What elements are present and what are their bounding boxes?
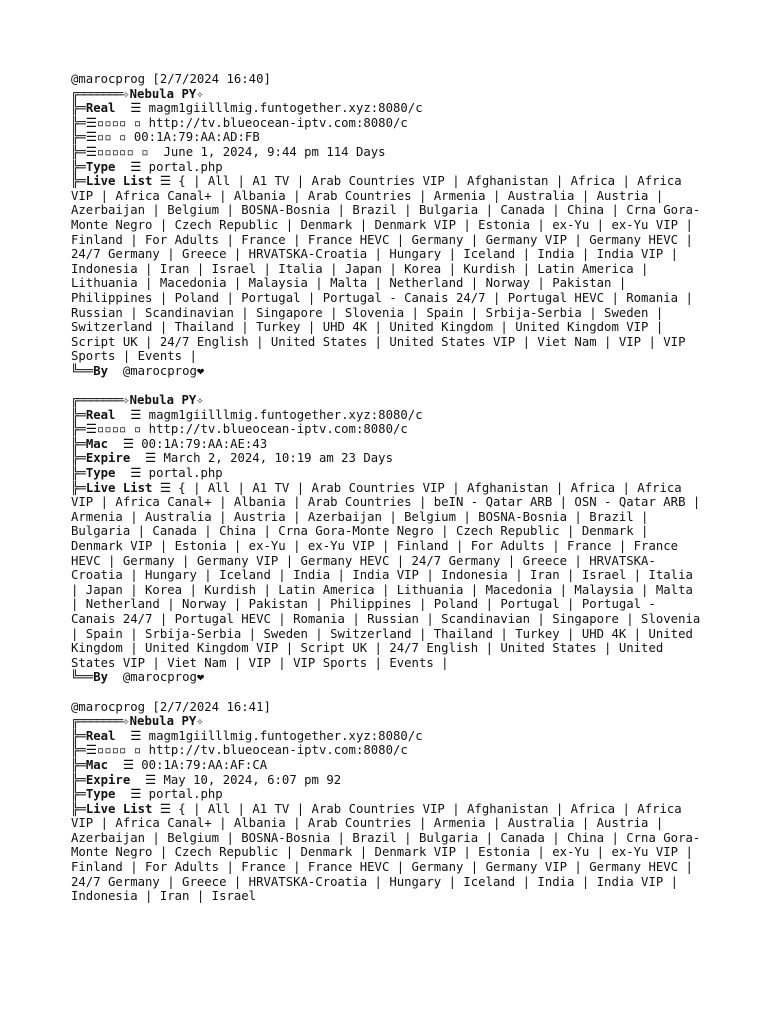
footer-row xyxy=(71,670,703,685)
field-value: June 1, 2024, 9:44 pm 114 Days xyxy=(163,144,386,159)
field-row xyxy=(71,451,703,466)
message-block xyxy=(71,393,703,685)
field-value: magm1giilllmig.funtogether.xyz:8080/c xyxy=(148,101,423,116)
field-label: Expire xyxy=(85,772,131,787)
field-row xyxy=(71,466,703,481)
field-label: Type xyxy=(85,787,116,802)
field-value: portal.php xyxy=(148,159,223,174)
field-label: Expire xyxy=(85,451,131,466)
message-block xyxy=(71,700,703,904)
field-separator xyxy=(141,743,148,757)
field-label: ▫▫▫▫▫ ▫ xyxy=(96,144,149,159)
row-prefix: ╠═ xyxy=(71,757,86,772)
live-list-value: ☰ { | All | A1 TV | Arab Countries VIP | Afghanistan | Africa | Africa VIP | Africa Canal+ | Albania | Arab Countries | Armenia | Australia | Austria | Azerbaijan | Belgium | BOSNA-Bosnia | Brazil | Bulgaria | Canada | China | Crna Gora-Monte Negro | Czech Republic | Denmark | Denmark VIP | Estonia | ex-Yu | ex-Yu VIP | Finland | For Adults | France | France HEVC | Germany | Germany VIP | Germany HEVC | 24/7 Germany | Greece | HRVATSKA-Croatia | Hungary | Iceland | India | India VIP | Indonesia | Iran | Israel | Italia | Japan | Korea | Kurdish | Latin America | Lithuania | Macedonia | Malaysia | Malta | Netherland | Norway | Pakistan | Philippines | Poland | Portugal | Portugal - Canais 24/7 | Portugal HEVC | Romania | Russian | Scandinavian | Singapore | Slovenia | Spain | Srbija-Serbia | Sweden | Switzerland | Thailand | Turkey | UHD 4K | United Kingdom | United Kingdom VIP | Script UK | 24/7 English | United States | United States VIP | Viet Nam | VIP | VIP Sports | Events | xyxy=(71,174,701,364)
live-list-label: Live List xyxy=(85,174,153,189)
row-prefix: ╠═ xyxy=(71,101,86,116)
field-label: ▫▫▫▫ ▫ xyxy=(96,422,142,437)
field-separator: ☰ xyxy=(115,407,149,422)
message-header: @marocprog [2/7/2024 16:41] xyxy=(71,699,271,714)
field-separator xyxy=(141,116,148,130)
field-row xyxy=(71,729,703,744)
field-separator: ☰ xyxy=(115,159,149,174)
field-label: Mac xyxy=(85,436,109,451)
field-value: magm1giilllmig.funtogether.xyz:8080/c xyxy=(148,728,423,743)
row-prefix: ╠═☰ xyxy=(71,144,97,159)
live-list-label: Live List xyxy=(85,480,153,495)
footer-value: @marocprog❤ xyxy=(108,670,205,685)
field-row xyxy=(71,758,703,773)
row-prefix: ╠═ xyxy=(71,480,86,495)
message-header: @marocprog [2/7/2024 16:40] xyxy=(71,72,271,86)
box-rule-top: ╔═══════ xyxy=(71,86,123,101)
title-line xyxy=(71,714,703,729)
field-separator: ☰ xyxy=(115,466,149,481)
footer-label: By xyxy=(93,670,109,685)
row-prefix: ╠═ xyxy=(71,451,86,466)
footer-value: @marocprog❤ xyxy=(108,363,205,378)
box-rule-top: ╔═══════ xyxy=(71,393,123,408)
live-list-value: ☰ { | All | A1 TV | Arab Countries VIP | Afghanistan | Africa | Africa VIP | Africa Canal+ | Albania | Arab Countries | Armenia | Australia | Austria | Azerbaijan | Belgium | BOSNA-Bosnia | Brazil | Bulgaria | Canada | China | Crna Gora-Monte Negro | Czech Republic | Denmark | Denmark VIP | Estonia | ex-Yu | ex-Yu VIP | Finland | For Adults | France | France HEVC | Germany | Germany VIP | Germany HEVC | 24/7 Germany | Greece | HRVATSKA-Croatia | Hungary | Iceland | India | India VIP | Indonesia | Iran | Israel xyxy=(71,801,701,904)
field-label: Real xyxy=(85,101,116,116)
field-value: magm1giilllmig.funtogether.xyz:8080/c xyxy=(148,407,423,422)
row-prefix: ╠═ xyxy=(71,159,86,174)
field-value: http://tv.blueocean-iptv.com:8080/c xyxy=(148,743,408,758)
field-separator: ☰ xyxy=(130,772,164,787)
field-separator: ☰ xyxy=(108,757,142,772)
panel-title: ✧Nebula PY✧ xyxy=(122,86,204,101)
field-label: Type xyxy=(85,159,116,174)
row-prefix: ╠═ xyxy=(71,466,86,481)
field-value: 00:1A:79:AA:AD:FB xyxy=(133,130,260,145)
footer-label: By xyxy=(93,363,109,378)
field-label: ▫▫▫▫ ▫ xyxy=(96,115,142,130)
field-row xyxy=(71,422,703,437)
field-label: Real xyxy=(85,407,116,422)
live-list xyxy=(71,481,703,671)
field-value: 00:1A:79:AA:AF:CA xyxy=(141,757,268,772)
field-label: Real xyxy=(85,728,116,743)
field-separator: ☰ xyxy=(115,728,149,743)
title-line xyxy=(71,87,703,102)
field-row xyxy=(71,743,703,758)
panel-title: ✧Nebula PY✧ xyxy=(122,714,204,729)
field-label: Mac xyxy=(85,757,109,772)
field-value: http://tv.blueocean-iptv.com:8080/c xyxy=(148,422,408,437)
row-prefix: ╠═ xyxy=(71,436,86,451)
field-separator xyxy=(126,130,133,144)
panel-title: ✧Nebula PY✧ xyxy=(122,393,204,408)
field-value: 00:1A:79:AA:AE:43 xyxy=(141,436,268,451)
field-row xyxy=(71,773,703,788)
footer-row xyxy=(71,364,703,379)
field-row xyxy=(71,160,703,175)
row-prefix: ╠═ xyxy=(71,787,86,802)
field-separator: ☰ xyxy=(115,787,149,802)
field-separator: ☰ xyxy=(130,451,164,466)
field-value: portal.php xyxy=(148,787,223,802)
field-value: portal.php xyxy=(148,466,223,481)
field-row xyxy=(71,116,703,131)
field-label: ▫▫ ▫ xyxy=(96,130,127,145)
field-separator xyxy=(141,422,148,436)
live-list-label: Live List xyxy=(85,801,153,816)
field-row xyxy=(71,101,703,116)
title-line xyxy=(71,393,703,408)
field-row xyxy=(71,145,703,160)
field-row xyxy=(71,787,703,802)
row-prefix: ╠═ xyxy=(71,772,86,787)
live-list xyxy=(71,174,703,364)
field-label: ▫▫▫▫ ▫ xyxy=(96,743,142,758)
field-separator xyxy=(149,145,164,159)
row-prefix: ╠═ xyxy=(71,728,86,743)
field-label: Type xyxy=(85,466,116,481)
field-value: March 2, 2024, 10:19 am 23 Days xyxy=(163,451,393,466)
live-list-value: ☰ { | All | A1 TV | Arab Countries VIP | Afghanistan | Africa | Africa VIP | Africa Canal+ | Albania | Arab Countries | beIN - Qatar ARB | OSN - Qatar ARB | Armenia | Australia | Austria | Azerbaijan | Belgium | BOSNA-Bosnia | Brazil | Bulgaria | Canada | China | Crna Gora-Monte Negro | Czech Republic | Denmark | Denmark VIP | Estonia | ex-Yu | ex-Yu VIP | Finland | For Adults | France | France HEVC | Germany | Germany VIP | Germany HEVC | 24/7 Germany | Greece | HRVATSKA-Croatia | Hungary | Iceland | India | India VIP | Indonesia | Iran | Israel | Italia | Japan | Korea | Kurdish | Latin America | Lithuania | Macedonia | Malaysia | Malta | Netherland | Norway | Pakistan | Philippines | Poland | Portugal | Portugal - Canais 24/7 | Portugal HEVC | Romania | Russian | Scandinavian | Singapore | Slovenia | Spain | Srbija-Serbia | Sweden | Switzerland | Thailand | Turkey | UHD 4K | United Kingdom | United Kingdom VIP | Script UK | 24/7 English | United States | United States VIP | Viet Nam | VIP | VIP Sports | Events | xyxy=(71,480,701,670)
row-prefix: ╠═☰ xyxy=(71,115,97,130)
field-row xyxy=(71,130,703,145)
box-rule-top: ╔═══════ xyxy=(71,714,123,729)
chat-export-page xyxy=(71,72,703,904)
field-value: May 10, 2024, 6:07 pm 92 xyxy=(163,772,342,787)
field-separator: ☰ xyxy=(115,101,149,116)
row-prefix: ╠═ xyxy=(71,174,86,189)
row-prefix: ╠═☰ xyxy=(71,422,97,437)
row-prefix: ╠═ xyxy=(71,407,86,422)
live-list xyxy=(71,802,703,904)
row-prefix: ╠═☰ xyxy=(71,130,97,145)
field-row xyxy=(71,437,703,452)
row-prefix: ╚══ xyxy=(71,670,94,685)
field-value: http://tv.blueocean-iptv.com:8080/c xyxy=(148,115,408,130)
row-prefix: ╚══ xyxy=(71,363,94,378)
row-prefix: ╠═☰ xyxy=(71,743,97,758)
row-prefix: ╠═ xyxy=(71,801,86,816)
message-block xyxy=(71,72,703,378)
field-row xyxy=(71,408,703,423)
field-separator: ☰ xyxy=(108,436,142,451)
